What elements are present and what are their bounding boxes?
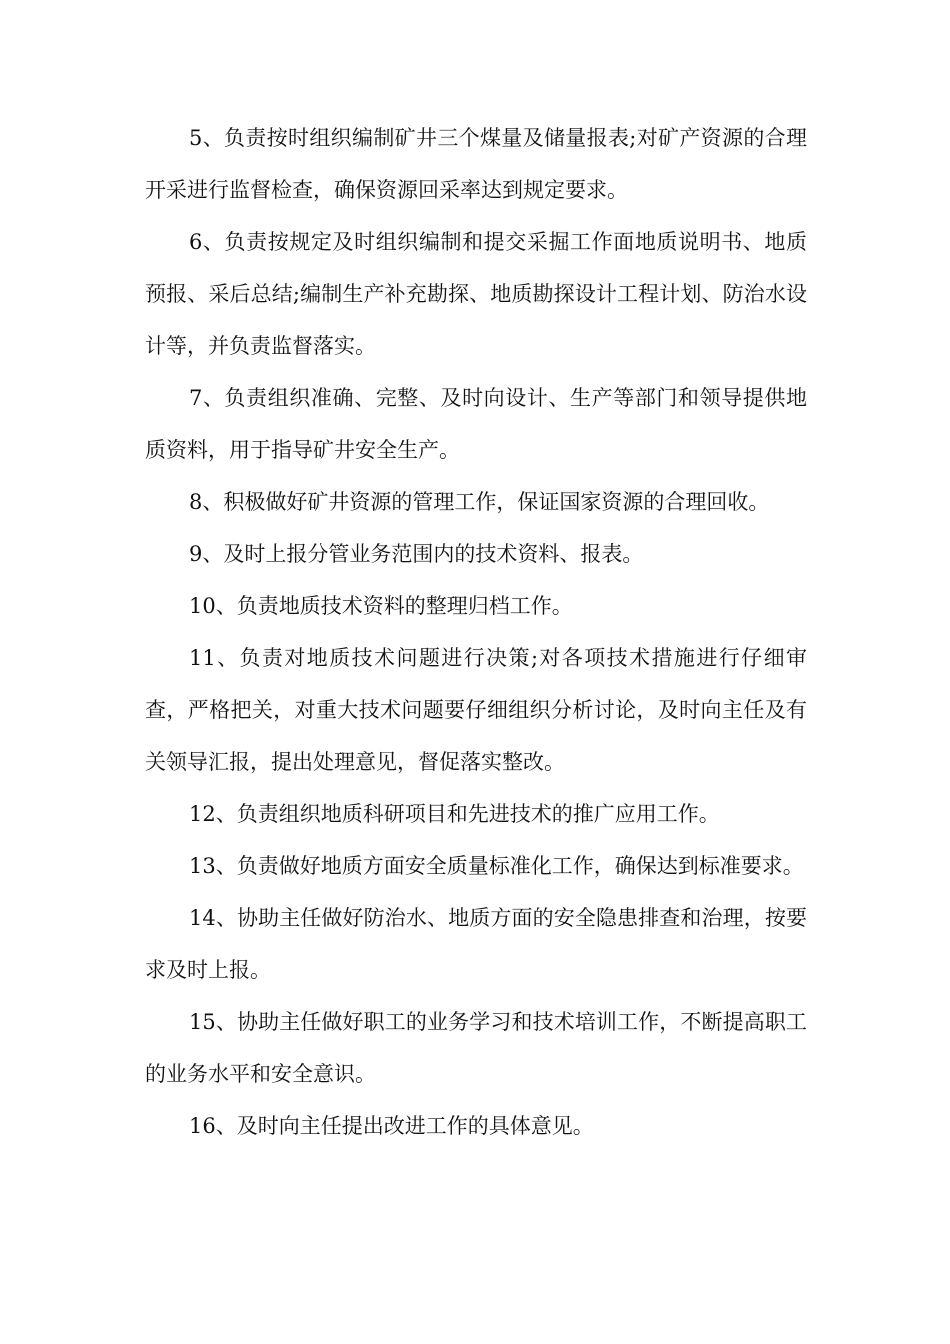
paragraph-item-15: 15、协助主任做好职工的业务学习和技术培训工作，不断提高职工的业务水平和安全意识。 [145,1010,807,1086]
paragraph-item-6: 6、负责按规定及时组织编制和提交采掘工作面地质说明书、地质预报、采后总结;编制生产补充勘探、地质勘探设计工程计划、防治水设计等，并负责监督落实。 [145,230,807,358]
paragraph-item-16: 16、及时向主任提出改进工作的具体意见。 [189,1114,594,1138]
paragraph-item-12: 12、负责组织地质科研项目和先进技术的推广应用工作。 [189,802,720,826]
paragraph-item-9: 9、及时上报分管业务范围内的技术资料、报表。 [189,542,644,566]
document-body [145,112,807,1152]
paragraph-item-13: 13、负责做好地质方面安全质量标准化工作，确保达到标准要求。 [189,854,804,878]
paragraph-item-10: 10、负责地质技术资料的整理归档工作。 [189,594,573,618]
paragraph-item-7: 7、负责组织准确、完整、及时向设计、生产等部门和领导提供地质资料，用于指导矿井安全生产。 [145,386,807,462]
paragraph-item-8: 8、积极做好矿井资源的管理工作，保证国家资源的合理回收。 [189,490,770,514]
paragraph-item-14: 14、协助主任做好防治水、地质方面的安全隐患排查和治理，按要求及时上报。 [145,906,807,982]
paragraph-item-5: 5、负责按时组织编制矿井三个煤量及储量报表;对矿产资源的合理开采进行监督检查，确保资源回采率达到规定要求。 [145,126,807,202]
paragraph-item-11: 11、负责对地质技术问题进行决策;对各项技术措施进行仔细审查，严格把关，对重大技术问题要仔细组织分析讨论，及时向主任及有关领导汇报，提出处理意见，督促落实整改。 [145,646,807,774]
